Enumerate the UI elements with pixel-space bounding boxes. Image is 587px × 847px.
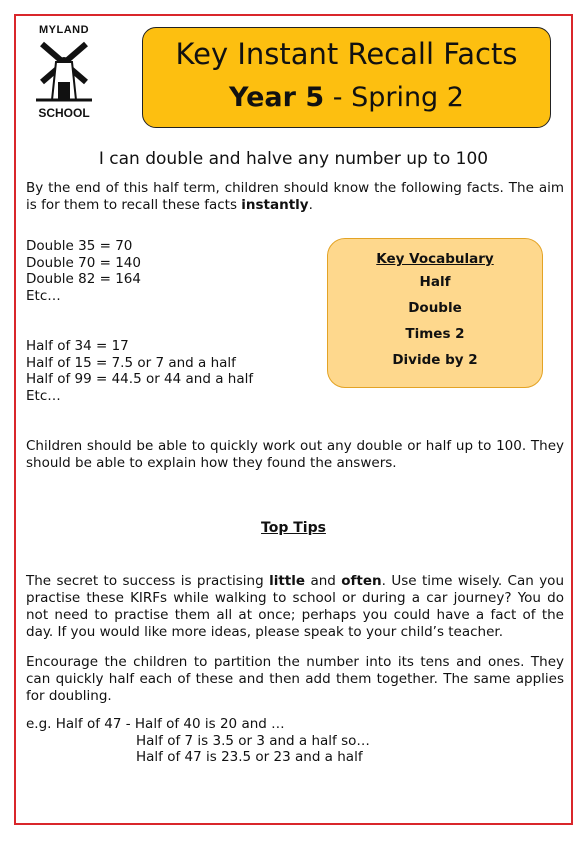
vocabulary-box [327, 238, 543, 388]
list-item: Half of 15 = 7.5 or 7 and a half [26, 354, 236, 371]
title-banner [142, 27, 551, 128]
vocabulary-title: Key Vocabulary [376, 251, 494, 267]
windmill-icon [36, 38, 92, 104]
example-block [26, 716, 370, 766]
page-heading: I can double and halve any number up to 100 [98, 149, 489, 169]
vocabulary-item: Half [419, 274, 451, 290]
logo-bottom-text: SCHOOL [38, 106, 90, 120]
logo-top-text: MYLAND [38, 24, 90, 36]
halves-list [26, 338, 253, 404]
example-line: Half of 7 is 3.5 or 3 and a half so… [136, 732, 370, 749]
intro-paragraph [26, 180, 564, 214]
intro-end: . [308, 197, 313, 213]
banner-title: Key Instant Recall Facts [175, 37, 518, 71]
tip-paragraph-2: Encourage the children to partition the number into its tens and ones. They can quickly half each of these and then add them together. The same applies for doubling. [26, 654, 564, 704]
tip1-text-a: The secret to success is practising [26, 573, 270, 589]
tip1-text-d: . Use time wisely. Can you practise these KIRFs while walking to school or during a car journey? You do not need to practise them all at once; perhaps you could have a fact of the day. If you would like more ideas, please speak to your child’s teacher. [26, 573, 564, 640]
vocabulary-item: Divide by 2 [392, 352, 478, 368]
list-item: Half of 34 = 17 [26, 338, 129, 354]
banner-year: Year 5 [229, 82, 325, 113]
vocabulary-item: Times 2 [405, 326, 465, 342]
intro-bold: instantly [241, 197, 309, 213]
vocabulary-item: Double [408, 300, 462, 316]
tip-paragraph-1 [26, 573, 564, 641]
banner-subtitle [143, 80, 550, 116]
list-item: Half of 99 = 44.5 or 44 and a half [26, 371, 254, 387]
example-line: Half of 47 is 23.5 or 23 and a half [136, 749, 363, 765]
school-logo [26, 24, 102, 120]
explain-paragraph: Children should be able to quickly work out any double or half up to 100. They should be able to explain how they found the answers. [26, 438, 564, 471]
banner-term: Spring 2 [351, 82, 464, 113]
example-line: e.g. Half of 47 - Half of 40 is 20 and … [26, 716, 285, 732]
top-tips-heading: Top Tips [261, 520, 326, 536]
tip1-bold-little: little [269, 573, 306, 589]
list-item: Double 70 = 140 [26, 254, 141, 271]
list-item: Etc… [26, 287, 61, 304]
tip1-text-c: and [305, 573, 342, 589]
list-item: Double 82 = 164 [26, 271, 141, 287]
list-item: Etc… [26, 387, 61, 404]
tip1-bold-often: often [341, 573, 382, 589]
intro-text: By the end of this half term, children should know the following facts. The aim is for them to recall these facts [26, 180, 564, 213]
banner-separator: - [324, 82, 352, 113]
list-item: Double 35 = 70 [26, 238, 133, 254]
doubles-list [26, 238, 141, 304]
